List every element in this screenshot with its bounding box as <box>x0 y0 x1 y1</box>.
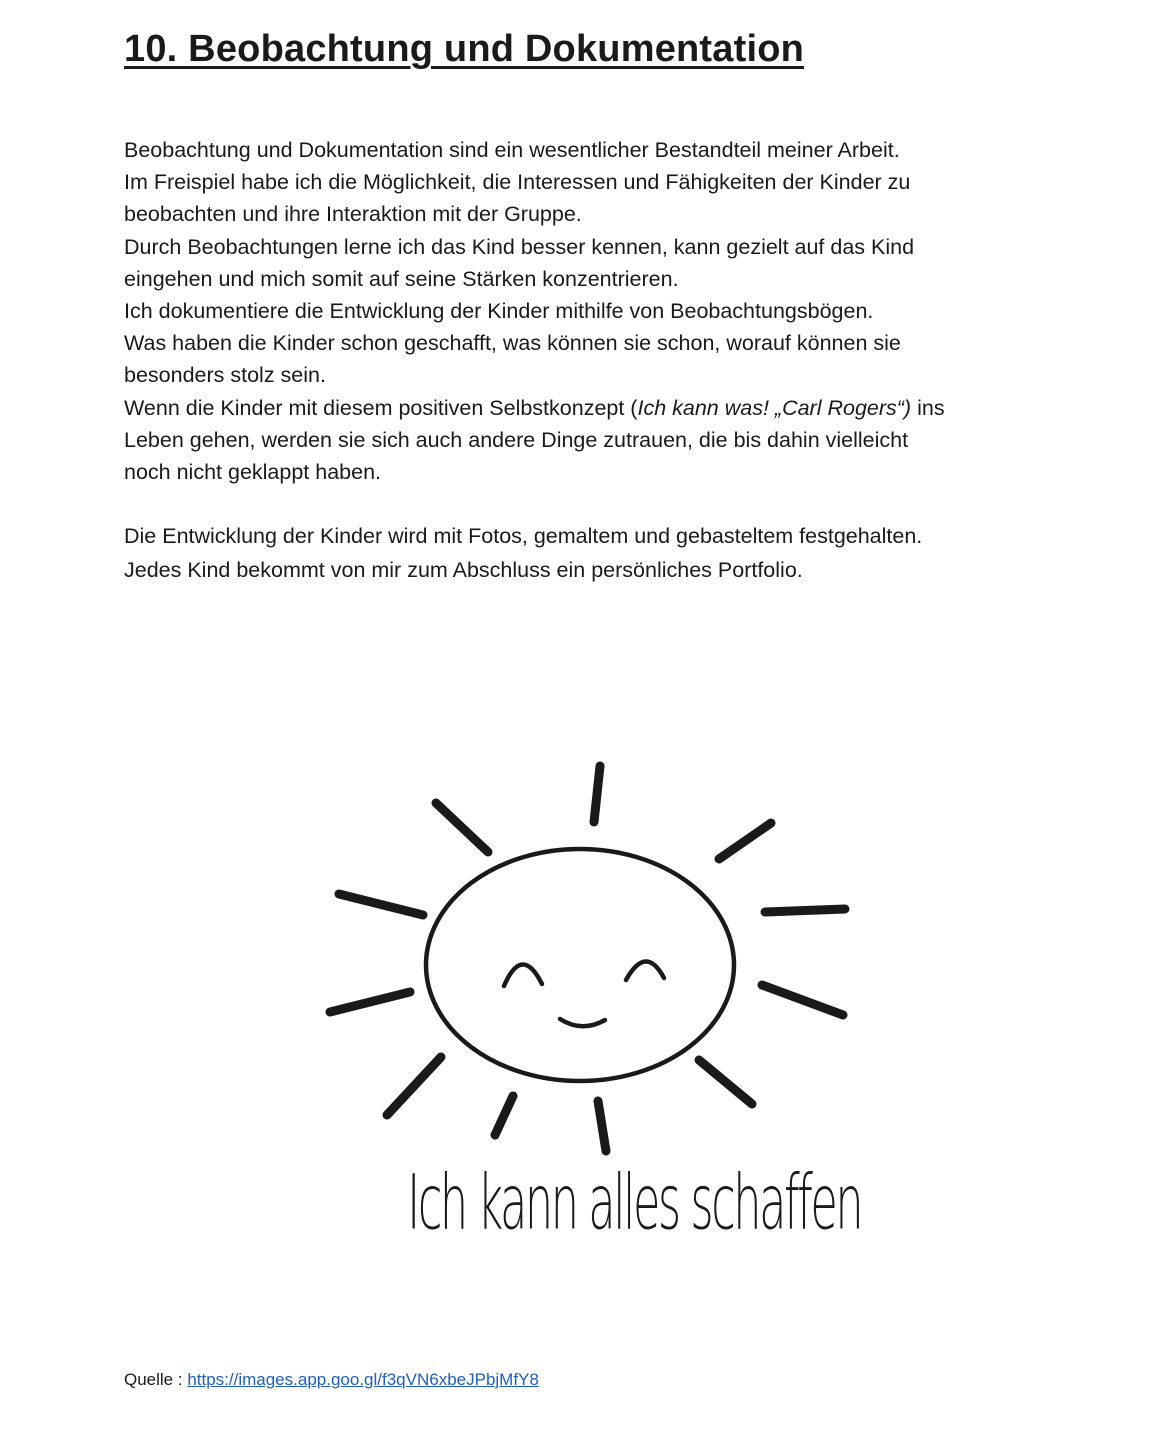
text-line: Was haben die Kinder schon geschafft, was können sie schon, worauf können sie <box>124 331 901 356</box>
quote-line-after: ins <box>911 395 945 420</box>
carl-rogers-quote: Ich kann was! „Carl Rogers“) <box>637 395 912 420</box>
sun-caption: Ich kann alles schaffen <box>407 1157 862 1247</box>
text-line: Die Entwicklung der Kinder wird mit Fotos, gemaltem und gebasteltem festgehalten. <box>124 524 923 548</box>
text-line: Durch Beobachtungen lerne ich das Kind besser kennen, kann gezielt auf das Kind <box>124 234 915 259</box>
text-line: beobachten und ihre Interaktion mit der Gruppe. <box>124 202 582 227</box>
text-line: Leben gehen, werden sie sich auch andere Dinge zutrauen, die bis dahin vielleicht <box>124 427 909 452</box>
page-title: 10. Beobachtung und Dokumentation <box>124 28 805 70</box>
source-link[interactable]: https://images.app.goo.gl/f3qVN6xbeJPbjMfY8 <box>187 1370 539 1389</box>
text-line: Beobachtung und Dokumentation sind ein wesentlicher Bestandteil meiner Arbeit. <box>124 138 900 162</box>
source-citation <box>124 1370 539 1390</box>
text-line: eingehen und mich somit auf seine Stärken konzentrieren. <box>124 266 679 291</box>
text-line: Ich dokumentiere die Entwicklung der Kinder mithilfe von Beobachtungsbögen. <box>124 299 874 324</box>
sun-face-circle <box>426 849 734 1081</box>
quote-line-before: Wenn die Kinder mit diesem positiven Selbstkonzept ( <box>124 395 638 420</box>
text-line: besonders stolz sein. <box>124 363 326 388</box>
text-line: noch nicht geklappt haben. <box>124 460 382 485</box>
paragraph-portfolio <box>124 519 1084 587</box>
source-label: Quelle : <box>124 1370 188 1389</box>
text-line: Im Freispiel habe ich die Möglichkeit, die Interessen und Fähigkeiten der Kinder zu <box>124 170 911 195</box>
quote-line <box>124 392 1084 424</box>
text-line: Jedes Kind bekommt von mir zum Abschluss ein persönliches Portfolio. <box>124 558 803 582</box>
paragraph-observation <box>124 134 1084 488</box>
